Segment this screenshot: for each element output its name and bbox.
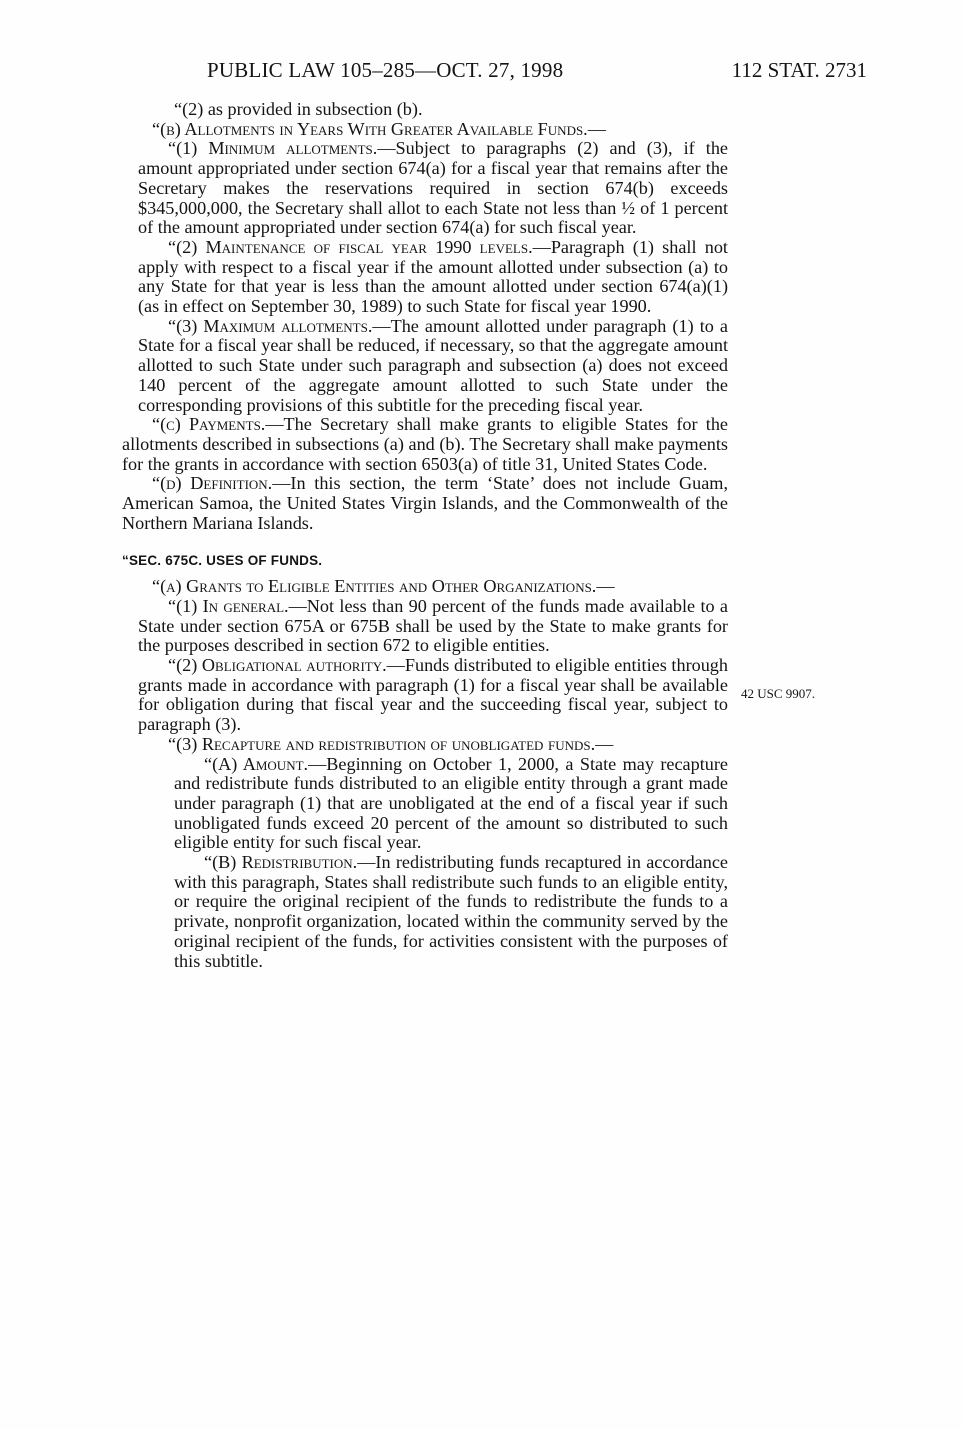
- paragraph-a1: [138, 597, 728, 656]
- subparagraph-A: [174, 755, 728, 854]
- paragraph-b3-text: The amount allotted under paragraph (1) to a State for a fiscal year shall be reduced, if necessary, so that the aggregate amount allotted to such State under such paragraph and subsection (a) does not exceed 140 percent of the aggregate amount allotted to such State under the corresponding provisions of this subtitle for the preceding fiscal year.: [138, 315, 728, 415]
- subparagraph-B-heading: “(B) Redistribution.—: [204, 852, 376, 873]
- paragraph-b2-heading: “(2) Maintenance of fiscal year 1990 levels.—: [168, 236, 551, 257]
- paragraph-a1-text: Not less than 90 percent of the funds made available to a State under section 675A or 675B shall be used by the State to make grants for the purposes described in section 672 to eligible entities.: [138, 595, 728, 656]
- subsection-b-heading: “(b) Allotments in Years With Greater Available Funds.—: [152, 118, 606, 139]
- subparagraph-A-heading: “(A) Amount.—: [204, 753, 327, 774]
- page-header: [207, 58, 867, 88]
- subsection-d-text: In this section, the term ‘State’ does not include Guam, American Samoa, the United States Virgin Islands, and the Commonwealth of the Northern Mariana Islands.: [122, 473, 728, 533]
- subsection-d-heading: “(d) Definition.—: [152, 473, 291, 494]
- subparagraph-B: [174, 853, 728, 971]
- section-heading: “SEC. 675C. USES OF FUNDS.: [122, 553, 323, 569]
- subparagraph-A-text: Beginning on October 1, 2000, a State may recapture and redistribute funds distributed to an eligible entity through a grant made under paragraph (1) that are unobligated at the end of a fiscal year if such unobligated funds exceed 20 percent of the amount so distributed to such eligible entity for such fiscal year.: [174, 753, 728, 853]
- paragraph-b1-heading: “(1) Minimum allotments.—: [168, 138, 396, 159]
- paragraph-b1: [138, 139, 728, 238]
- paragraph-b1-text: Subject to paragraphs (2) and (3), if the amount appropriated under section 674(a) for a fiscal year that remains after the Secretary makes the reservations required in section 674(b) exceeds $345,000,000, the Secretary shall allot to each State not less than ½ of 1 percent of the amount appropriated under section 674(a) for such fiscal year.: [138, 138, 728, 238]
- subsection-c: [122, 415, 728, 474]
- paragraph-b2-text: Paragraph (1) shall not apply with respect to a fiscal year if the amount allotted under subsection (a) to any State for that year is less than the amount allotted under section 674(a)(1) (as in effect on September 30, 1989) to such State for fiscal year 1990.: [138, 236, 728, 317]
- subsection-c-text: The Secretary shall make grants to eligible States for the allotments described in subsections (a) and (b). The Secretary shall make payments for the grants in accordance with section 6503(a) of title 31, United States Code.: [122, 414, 728, 474]
- paragraph-a1-heading: “(1) In general.—: [168, 595, 307, 616]
- paragraph-b-2: “(2) as provided in subsection (b).: [174, 99, 423, 119]
- running-head: PUBLIC LAW 105–285—OCT. 27, 1998: [207, 58, 564, 82]
- margin-citation: 42 USC 9907.: [741, 686, 816, 701]
- paragraph-a2: [138, 656, 728, 735]
- statute-text: [122, 100, 728, 971]
- paragraph-a3-heading: “(3) Recapture and redistribution of unobligated funds.—: [168, 733, 614, 754]
- page-number: 112 STAT. 2731: [731, 58, 867, 82]
- paragraph-a2-heading: “(2) Obligational authority.—: [168, 654, 405, 675]
- paragraph-a2-text: Funds distributed to eligible entities through grants made in accordance with paragraph (1) for a fiscal year shall be available for obligation during that fiscal year and the succeeding fiscal year, subject to paragraph (3).: [138, 654, 728, 735]
- subsection-d: [122, 474, 728, 533]
- paragraph-b2: [138, 238, 728, 317]
- paragraph-b3-heading: “(3) Maximum allotments.—: [168, 315, 391, 336]
- paragraph-b3: [138, 317, 728, 416]
- subparagraph-B-text: In redistributing funds recaptured in accordance with this paragraph, States shall redistribute such funds to an eligible entity, or require the original recipient of the funds to redistribute the funds to a private, nonprofit organization, located within the community served by the original recipient of the funds, for activities consistent with the purposes of this subtitle.: [174, 852, 728, 971]
- subsection-c-heading: “(c) Payments.—: [152, 414, 284, 435]
- subsection-a-heading: “(a) Grants to Eligible Entities and Other Organizations.—: [152, 576, 615, 597]
